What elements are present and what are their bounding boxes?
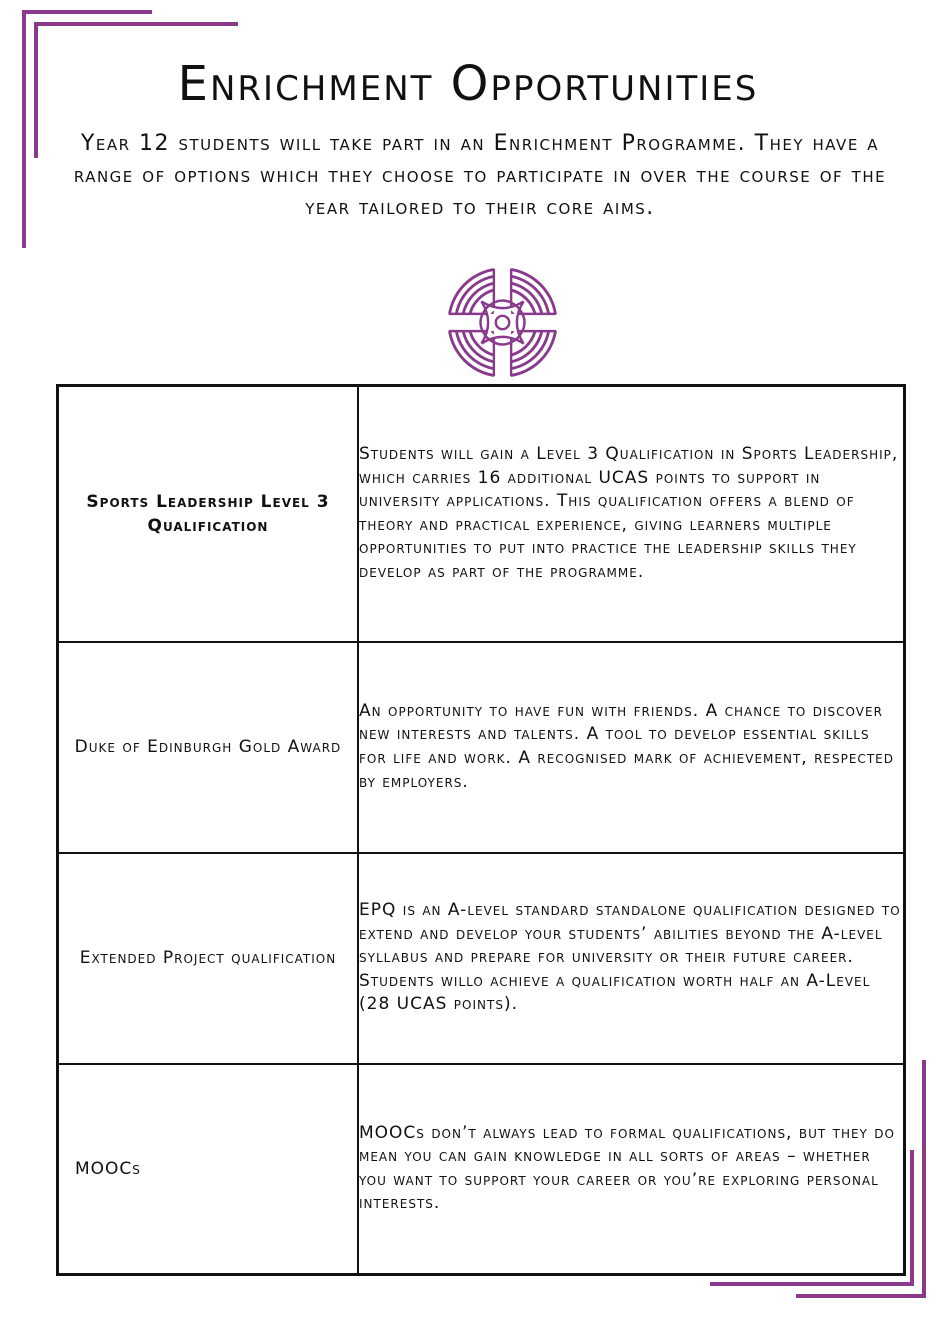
- page-title: Enrichment Opportunities: [177, 56, 759, 112]
- opportunity-description: An opportunity to have fun with friends. A chance to discover new interests and talents. A tool to develop essential skills for life and work. A recognised mark of achievement, respected by employers.: [358, 642, 905, 853]
- table-row: [58, 853, 905, 1064]
- corner-frame-top-left-h2: [34, 22, 238, 26]
- corner-frame-top-left-v1: [22, 10, 26, 248]
- opportunity-name: Duke of Edinburgh Gold Award: [58, 642, 359, 853]
- corner-frame-bottom-right-v1: [922, 1060, 926, 1298]
- intro-paragraph: Year 12 students will take part in an Enrichment Programme. They have a range of options which they choose to participate in over the course of the year tailored to their core aims.: [73, 131, 887, 220]
- table-row: [58, 386, 905, 642]
- corner-frame-top-left-h1: [22, 10, 152, 14]
- opportunity-name: MOOCs: [58, 1064, 359, 1275]
- opportunity-name: Sports Leadership Level 3 Qualification: [58, 386, 359, 642]
- corner-frame-bottom-right-v2: [910, 1150, 914, 1286]
- celtic-cross-emblem-icon: [445, 265, 560, 380]
- opportunity-description: Students will gain a Level 3 Qualification in Sports Leadership, which carries 16 additional UCAS points to support in university applications. This qualification offers a blend of theory and practical experience, giving learners multiple opportunities to put into practice the leadership skills they develop as part of the programme.: [358, 386, 905, 642]
- table-row: [58, 1064, 905, 1275]
- opportunity-name: Extended Project qualification: [58, 853, 359, 1064]
- opportunities-table: [56, 384, 906, 1276]
- corner-frame-bottom-right-h2: [710, 1282, 914, 1286]
- table-row: [58, 642, 905, 853]
- corner-frame-bottom-right-h1: [796, 1294, 926, 1298]
- opportunity-description: EPQ is an A-level standard standalone qualification designed to extend and develop your students’ abilities beyond the A-level syllabus and prepare for university or their future career. Students willo achieve a qualification worth half an A-Level (28 UCAS points).: [358, 853, 905, 1064]
- opportunity-description: MOOCs don’t always lead to formal qualifications, but they do mean you can gain knowledge in all sorts of areas – whether you want to support your career or you’re exploring personal interests.: [358, 1064, 905, 1275]
